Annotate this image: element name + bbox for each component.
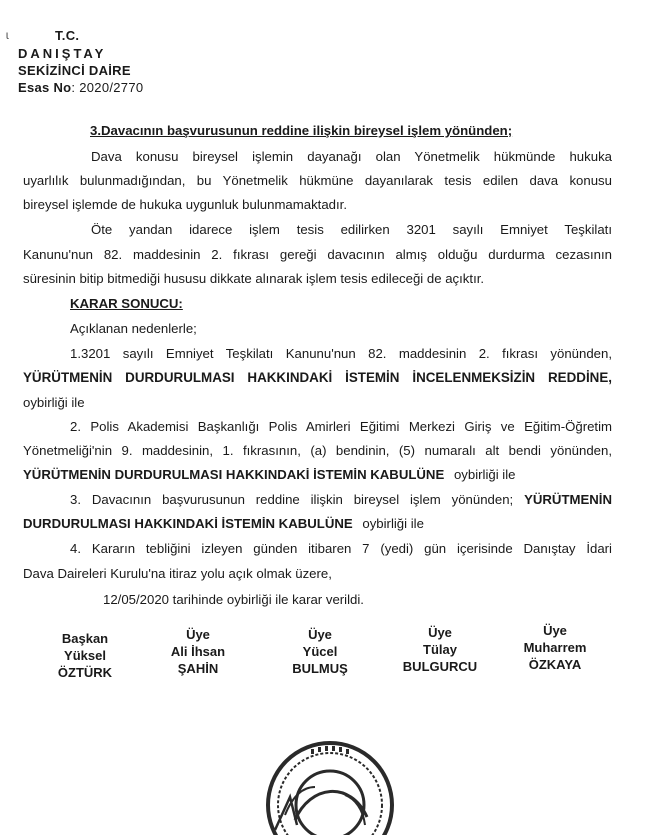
item2-line2: Yönetmeliği'nin 9. maddesinin, 1. fıkrasının, (a) bendinin, (5) numaralı alt bendi yönünden,: [23, 443, 612, 458]
item1-bold: YÜRÜTMENİN DURDURULMASI HAKKINDAKİ İSTEMİN İNCELENMEKSİZİN REDDİNE,: [23, 370, 612, 385]
signature-role: Üye: [308, 627, 332, 642]
signature-role: Üye: [428, 625, 452, 640]
signature-last-name: BULMUŞ: [292, 661, 348, 676]
item3-bold-start: YÜRÜTMENİN: [524, 492, 612, 507]
date-line: 12/05/2020 tarihinde oybirliği ile karar verildi.: [103, 592, 364, 607]
para2-line3: süresinin bitip bitmediği hususu dikkate alınarak işlem tesis edileceği de açıktır.: [23, 271, 485, 286]
item2-bold: YÜRÜTMENİN DURDURULMASI HAKKINDAKİ İSTEMİN KABULÜNE: [23, 467, 445, 482]
item3-line1: [70, 492, 612, 507]
para1-line1: Dava konusu bireysel işlemin dayanağı olan Yönetmelik hükmünde hukuka: [91, 149, 612, 164]
signature-first-name: Muharrem: [523, 640, 587, 655]
item2-tail: oybirliği ile: [453, 467, 516, 482]
item3-tail: oybirliği ile: [362, 516, 424, 531]
item4-line1: 4. Kararın tebliğini izleyen günden itibaren 7 (yedi) gün içerisinde Danıştay İdari: [70, 541, 612, 556]
signature-first-name: Tülay: [423, 642, 457, 657]
signature-first-name: Yücel: [302, 644, 338, 659]
signature-member-4: [500, 622, 610, 673]
item3-line2: [23, 516, 424, 531]
seal-graphic: [255, 725, 405, 835]
para1-line3: bireysel işlemde de hukuka uygunluk bulunmamaktadır.: [23, 197, 348, 212]
section3-heading: 3.Davacının başvurusunun reddine ilişkin bireysel işlem yönünden;: [90, 123, 513, 138]
item3-bold-end: DURDURULMASI HAKKINDAKİ İSTEMİN KABULÜNE: [23, 516, 353, 531]
signature-last-name: ŞAHİN: [177, 661, 219, 676]
signature-first-name: Yüksel: [64, 648, 106, 663]
esas-label: Esas No: [18, 80, 72, 95]
court-seal-stamp: [255, 725, 405, 835]
corner-mark: ɩ: [6, 28, 9, 42]
item2-line3: [23, 467, 516, 482]
item1-tail: oybirliği ile: [23, 395, 85, 410]
signature-last-name: BULGURCU: [402, 659, 478, 674]
signature-member-3: [385, 624, 495, 675]
signature-role: Başkan: [61, 631, 109, 646]
signature-member-1: [143, 626, 253, 677]
header-esas: [18, 80, 143, 95]
signature-first-name: Ali İhsan: [170, 644, 226, 659]
signature-role: Üye: [186, 627, 210, 642]
esas-value: : 2020/2770: [71, 80, 144, 95]
item2-line1: 2. Polis Akademisi Başkanlığı Polis Amirleri Eğitimi Merkezi Giriş ve Eğitim-Öğretim: [70, 419, 612, 434]
item1-line1: 1.3201 sayılı Emniyet Teşkilatı Kanunu'nun 82. maddesinin 2. fıkrası yönünden,: [70, 346, 612, 361]
karar-heading: KARAR SONUCU:: [70, 296, 183, 311]
header-court: DANIŞTAY: [18, 46, 107, 61]
signature-last-name: ÖZKAYA: [528, 657, 582, 672]
header-tc: T.C.: [55, 28, 80, 43]
signature-role: Üye: [543, 623, 567, 638]
signature-baskan: [30, 630, 140, 681]
header-chamber: SEKİZİNCİ DAİRE: [18, 63, 131, 78]
item3-text: 3. Davacının başvurusunun reddine ilişkin bireysel işlem yönünden;: [70, 492, 514, 507]
para1-line2: uyarlılık bulunmadığından, bu Yönetmelik hükmüne dayanılarak tesis edilen dava konusu: [23, 173, 612, 188]
signature-last-name: ÖZTÜRK: [57, 665, 113, 680]
signature-member-2: [265, 626, 375, 677]
item4-line2: Dava Daireleri Kurulu'na itiraz yolu açık olmak üzere,: [23, 566, 332, 581]
karar-intro: Açıklanan nedenlerle;: [70, 321, 197, 336]
para2-line2: Kanunu'nun 82. maddesinin 2. fıkrası gereği davacının almış olduğu durdurma cezasının: [23, 247, 612, 262]
para2-line1: Öte yandan idarece işlem tesis edilirken 3201 sayılı Emniyet Teşkilatı: [91, 222, 612, 237]
